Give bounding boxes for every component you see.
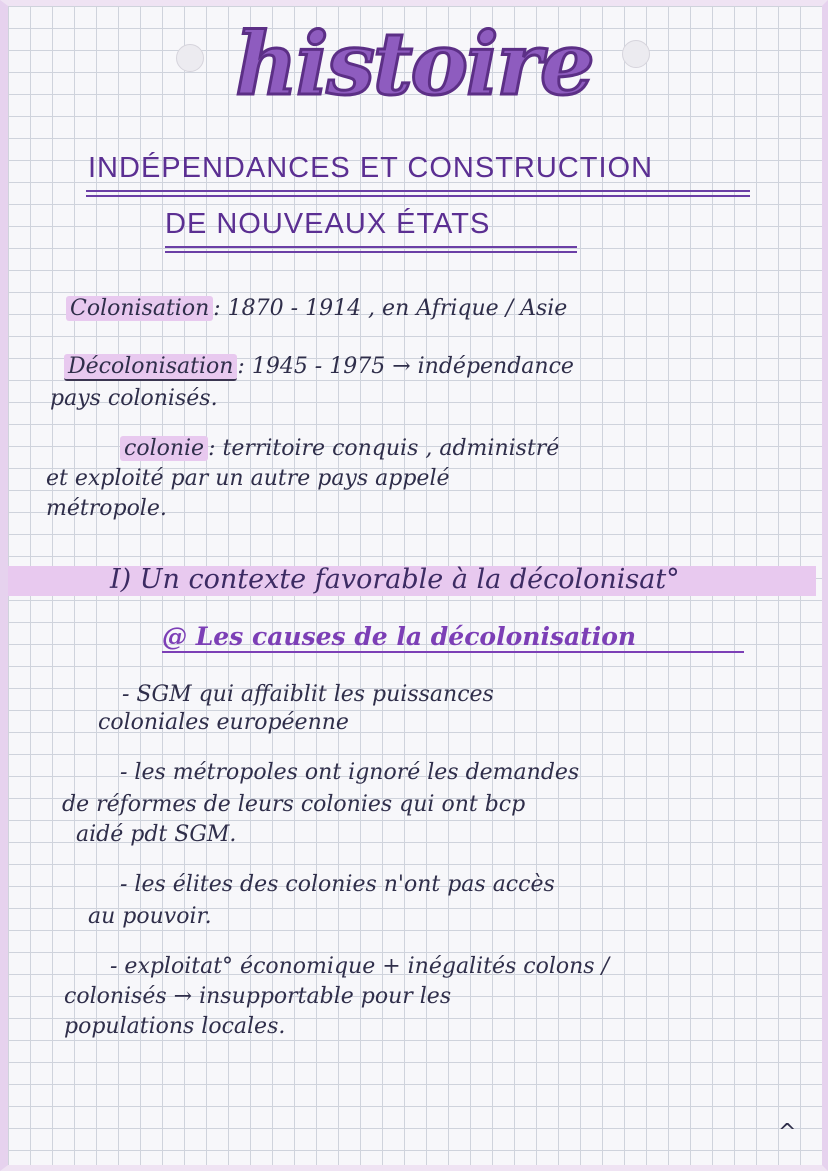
section-heading: I) Un contexte favorable à la décolonisat°: [110, 564, 680, 595]
definition-decolonisation: [64, 354, 574, 379]
bullet-2-line-2: de réformes de leurs colonies qui ont bcp: [62, 792, 526, 817]
decolonisation-text: : 1945 - 1975 → indépendance: [237, 354, 574, 379]
page-title: histoire: [235, 14, 593, 115]
colonie-text-3: métropole.: [46, 496, 167, 521]
bullet-4-line-1: - exploitat° économique + inégalités colons /: [110, 954, 609, 979]
bullet-1-line-2: coloniales européenne: [98, 710, 349, 735]
colonisation-term: Colonisation: [66, 296, 213, 321]
definition-colonisation: [66, 296, 567, 321]
page-corner-mark: ^: [778, 1120, 797, 1145]
colonie-text-2: et exploité par un autre pays appelé: [46, 466, 450, 491]
colonie-term: colonie: [120, 436, 208, 461]
bullet-2-line-3: aidé pdt SGM.: [76, 822, 237, 847]
definition-colonie: [120, 436, 559, 461]
bullet-1-line-1: - SGM qui affaiblit les puissances: [122, 682, 494, 707]
decolonisation-text-2: pays colonisés.: [50, 386, 218, 411]
bullet-3-line-2: au pouvoir.: [88, 904, 212, 929]
chapter-title-line2: DE NOUVEAUX ÉTATS: [165, 208, 491, 240]
colonie-text-1: : territoire conquis , administré: [208, 436, 560, 461]
bullet-2-line-1: - les métropoles ont ignoré les demandes: [120, 760, 580, 785]
decolonisation-term: Décolonisation: [64, 354, 237, 381]
chapter-underline-1: [86, 190, 750, 197]
bullet-3-line-1: - les élites des colonies n'ont pas accès: [120, 872, 555, 897]
chapter-title-line1: INDÉPENDANCES ET CONSTRUCTION: [88, 152, 654, 184]
colonisation-text: : 1870 - 1914 , en Afrique / Asie: [213, 296, 568, 321]
subsection-heading: @ Les causes de la décolonisation: [162, 622, 744, 653]
bullet-4-line-2: colonisés → insupportable pour les: [64, 984, 452, 1009]
bullet-4-line-3: populations locales.: [64, 1014, 286, 1039]
chapter-underline-2: [165, 246, 577, 253]
